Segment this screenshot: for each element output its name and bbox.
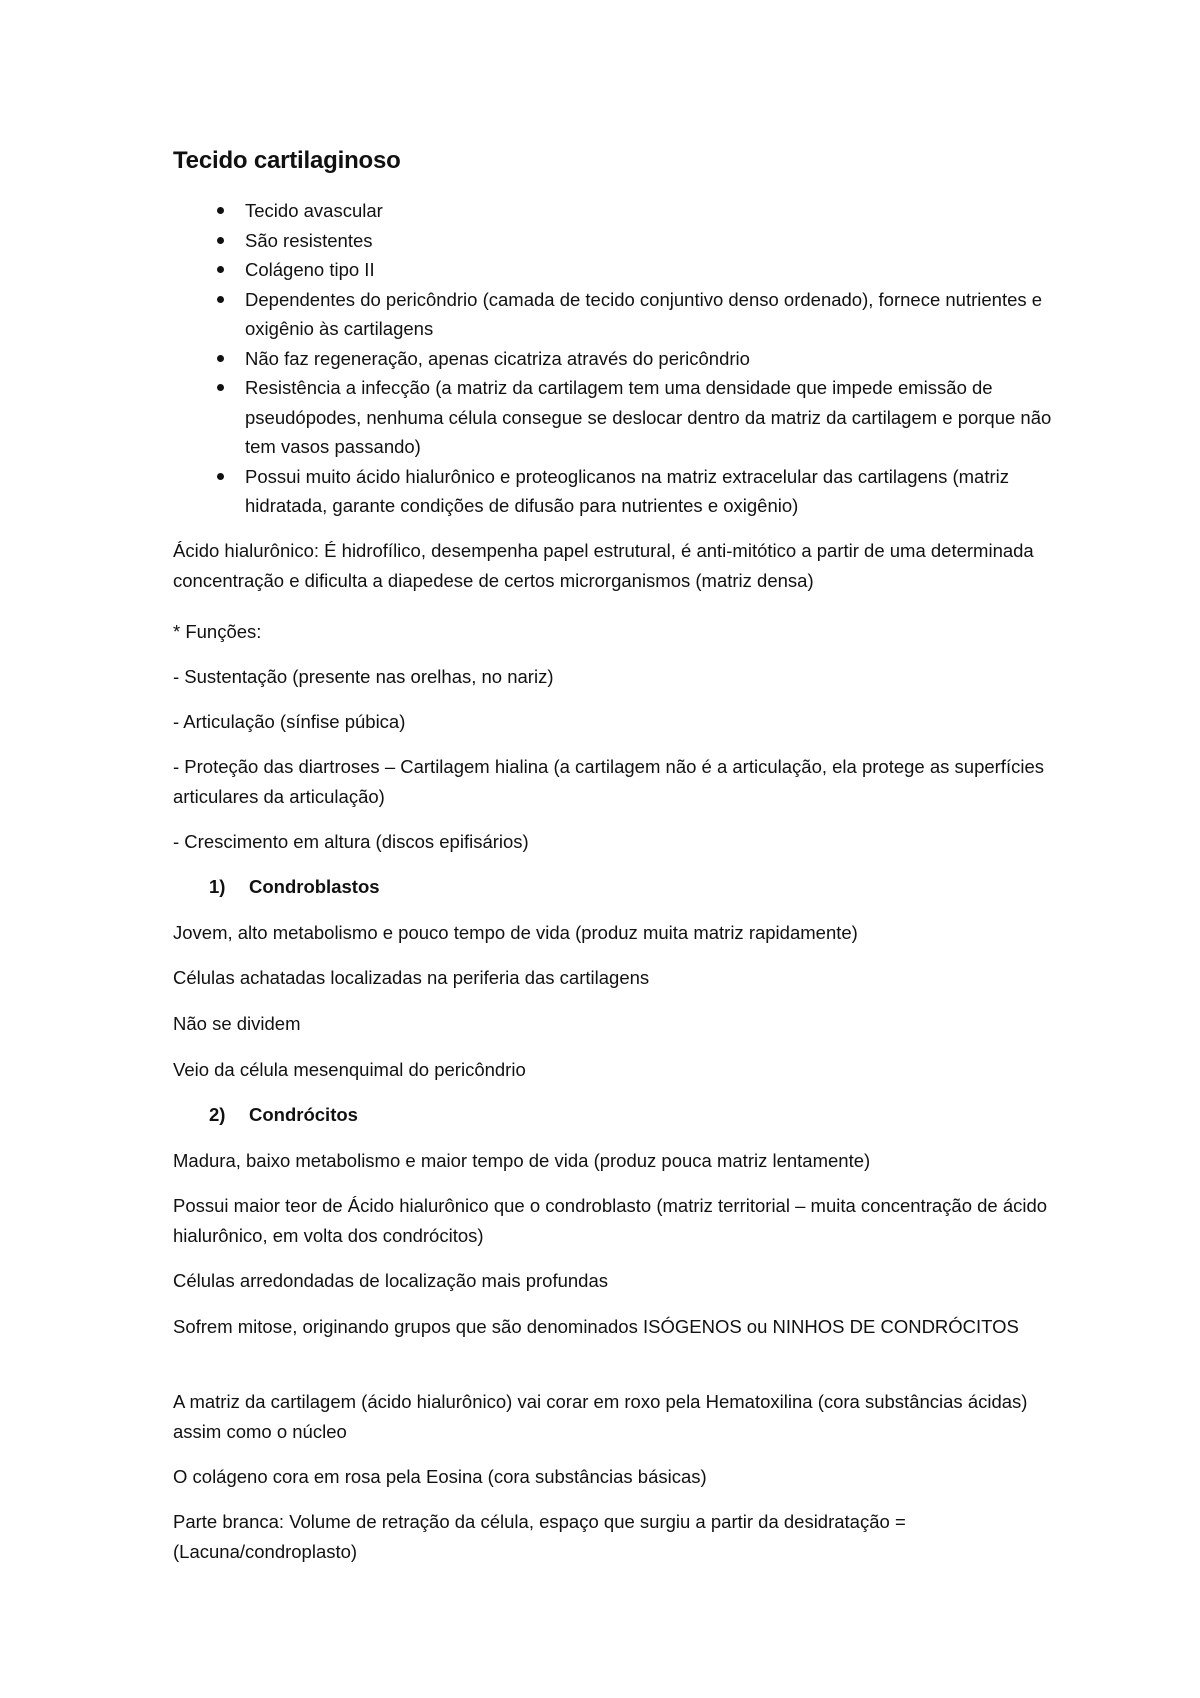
condrocitos-line: Sofrem mitose, originando grupos que são denominados ISÓGENOS ou NINHOS DE CONDRÓCITOS <box>173 1316 1019 1337</box>
bullet-item: Tecido avascular <box>173 196 1053 226</box>
heading-text: Condrócitos <box>249 1104 358 1125</box>
condroblastos-line: Veio da célula mesenquimal do pericôndrio <box>173 1059 526 1080</box>
condrocitos-line: O colágeno cora em rosa pela Eosina (cora substâncias básicas) <box>173 1466 707 1487</box>
bullet-item: Dependentes do pericôndrio (camada de tecido conjuntivo denso ordenado), fornece nutrientes e oxigênio às cartilagens <box>173 285 1053 344</box>
funcao-item: - Articulação (sínfise púbica) <box>173 711 406 732</box>
condroblastos-line: Jovem, alto metabolismo e pouco tempo de vida (produz muita matriz rapidamente) <box>173 922 858 943</box>
bullet-item: Não faz regeneração, apenas cicatriza através do pericôndrio <box>173 344 1053 374</box>
heading-number: 2) <box>209 1104 226 1125</box>
heading-text: Condroblastos <box>249 876 380 897</box>
condrocitos-line: A matriz da cartilagem (ácido hialurônico) vai corar em roxo pela Hematoxilina (cora substâncias ácidas) assim como o núcleo <box>173 1391 1028 1442</box>
acido-hialuronico-paragraph: Ácido hialurônico: É hidrofílico, desempenha papel estrutural, é anti-mitótico a partir de uma determinada concentração e dificulta a diapedese de certos microrganismos (matriz densa) <box>173 540 1034 591</box>
document-title: Tecido cartilaginoso <box>173 147 401 174</box>
heading-number: 1) <box>209 876 226 897</box>
properties-bullet-list <box>173 196 1053 521</box>
funcao-item: - Sustentação (presente nas orelhas, no nariz) <box>173 666 554 687</box>
condrocitos-line: Células arredondadas de localização mais profundas <box>173 1270 609 1291</box>
bullet-item: São resistentes <box>173 226 1053 256</box>
bullet-item: Resistência a infecção (a matriz da cartilagem tem uma densidade que impede emissão de pseudópodes, nenhuma célula consegue se deslocar dentro da matriz da cartilagem e porque não tem vasos passando) <box>173 373 1053 462</box>
condroblastos-line: Células achatadas localizadas na periferia das cartilagens <box>173 967 650 988</box>
bullet-item: Possui muito ácido hialurônico e proteoglicanos na matriz extracelular das cartilagens (matriz hidratada, garante condições de difusão para nutrientes e oxigênio) <box>173 462 1053 521</box>
condroblastos-line: Não se dividem <box>173 1013 301 1034</box>
funcao-item: - Proteção das diartroses – Cartilagem hialina (a cartilagem não é a articulação, ela protege as superfícies articulares da articulação) <box>173 756 1044 807</box>
condrocitos-line: Madura, baixo metabolismo e maior tempo de vida (produz pouca matriz lentamente) <box>173 1150 871 1171</box>
bullet-item: Colágeno tipo II <box>173 255 1053 285</box>
condroblastos-heading <box>209 872 380 902</box>
funcoes-label: * Funções: <box>173 621 262 642</box>
condrocitos-line: Possui maior teor de Ácido hialurônico que o condroblasto (matriz territorial – muita concentração de ácido hialurônico, em volta dos condrócitos) <box>173 1195 1048 1246</box>
funcao-item: - Crescimento em altura (discos epifisários) <box>173 831 529 852</box>
condrocitos-line: Parte branca: Volume de retração da célula, espaço que surgiu a partir da desidratação = (Lacuna/condroplasto) <box>173 1511 906 1562</box>
condrocitos-heading <box>209 1100 358 1130</box>
